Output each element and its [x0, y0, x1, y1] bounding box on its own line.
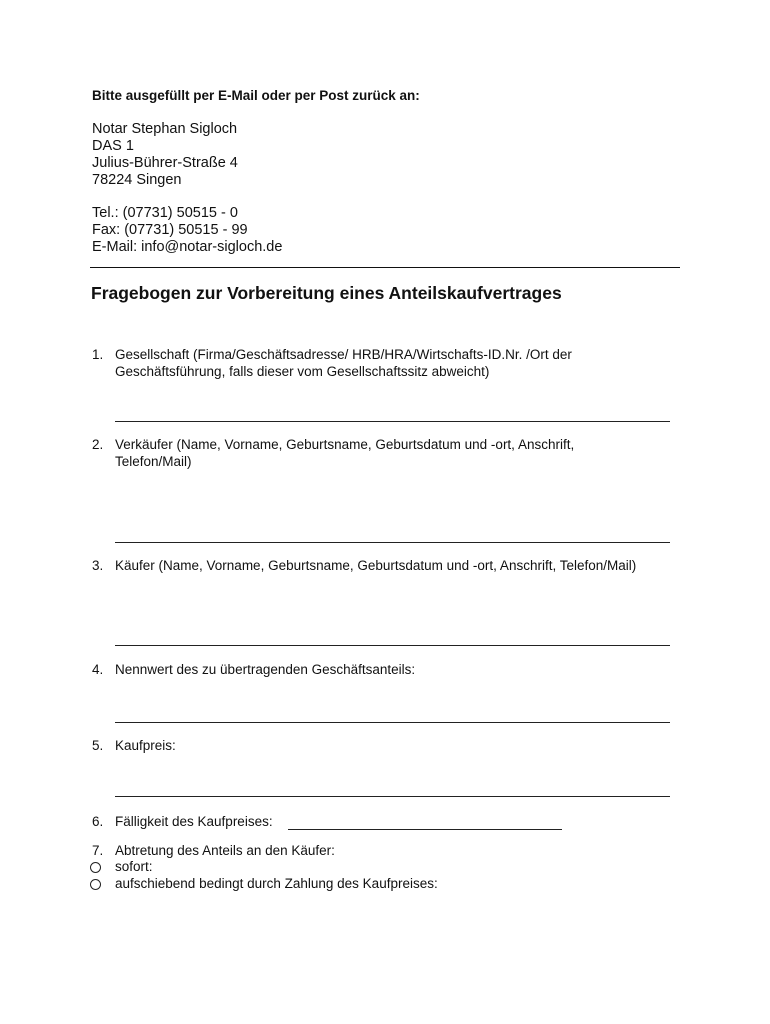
question-text: Fälligkeit des Kaufpreises:: [115, 814, 273, 829]
radio-button[interactable]: [90, 862, 101, 873]
address-line2: DAS 1: [92, 138, 134, 154]
question-text: Nennwert des zu übertragenden Geschäftsanteils:: [115, 662, 416, 677]
question-number: 4.: [92, 662, 104, 677]
option-label: sofort:: [115, 859, 153, 874]
question-text: Abtretung des Anteils an den Käufer:: [115, 843, 335, 858]
question-text: Geschäftsführung, falls dieser vom Gesellschaftssitz abweicht): [115, 364, 490, 379]
answer-line[interactable]: [115, 796, 670, 797]
option-label: aufschiebend bedingt durch Zahlung des Kaufpreises:: [115, 876, 438, 891]
question-number: 2.: [92, 437, 104, 452]
question-number: 7.: [92, 843, 104, 858]
answer-line[interactable]: [115, 421, 670, 422]
question-number: 3.: [92, 558, 104, 573]
radio-button[interactable]: [90, 879, 101, 890]
address-street: Julius-Bührer-Straße 4: [92, 155, 238, 171]
question-number: 5.: [92, 738, 104, 753]
answer-line[interactable]: [115, 542, 670, 543]
question-text: Gesellschaft (Firma/Geschäftsadresse/ HRB/HRA/Wirtschafts-ID.Nr. /Ort der: [115, 347, 572, 362]
question-text: Verkäufer (Name, Vorname, Geburtsname, Geburtsdatum und -ort, Anschrift,: [115, 437, 575, 452]
return-instruction: Bitte ausgefüllt per E-Mail oder per Post zurück an:: [92, 88, 420, 103]
question-text: Telefon/Mail): [115, 454, 192, 469]
answer-line[interactable]: [115, 722, 670, 723]
notary-name: Notar Stephan Sigloch: [92, 121, 238, 137]
due-date-answer-line[interactable]: [288, 829, 562, 830]
fax-number: Fax: (07731) 50515 - 99: [92, 222, 248, 238]
page-title: Fragebogen zur Vorbereitung eines Anteilskaufvertrages: [91, 283, 562, 303]
question-text: Käufer (Name, Vorname, Geburtsname, Geburtsdatum und -ort, Anschrift, Telefon/Mail): [115, 558, 637, 573]
question-number: 6.: [92, 814, 104, 829]
question-text: Kaufpreis:: [115, 738, 176, 753]
answer-line[interactable]: [115, 645, 670, 646]
phone-number: Tel.: (07731) 50515 - 0: [92, 205, 238, 221]
header-divider: [90, 267, 680, 268]
address-city: 78224 Singen: [92, 172, 182, 188]
question-number: 1.: [92, 347, 104, 362]
email-address[interactable]: E-Mail: info@notar-sigloch.de: [92, 239, 283, 255]
